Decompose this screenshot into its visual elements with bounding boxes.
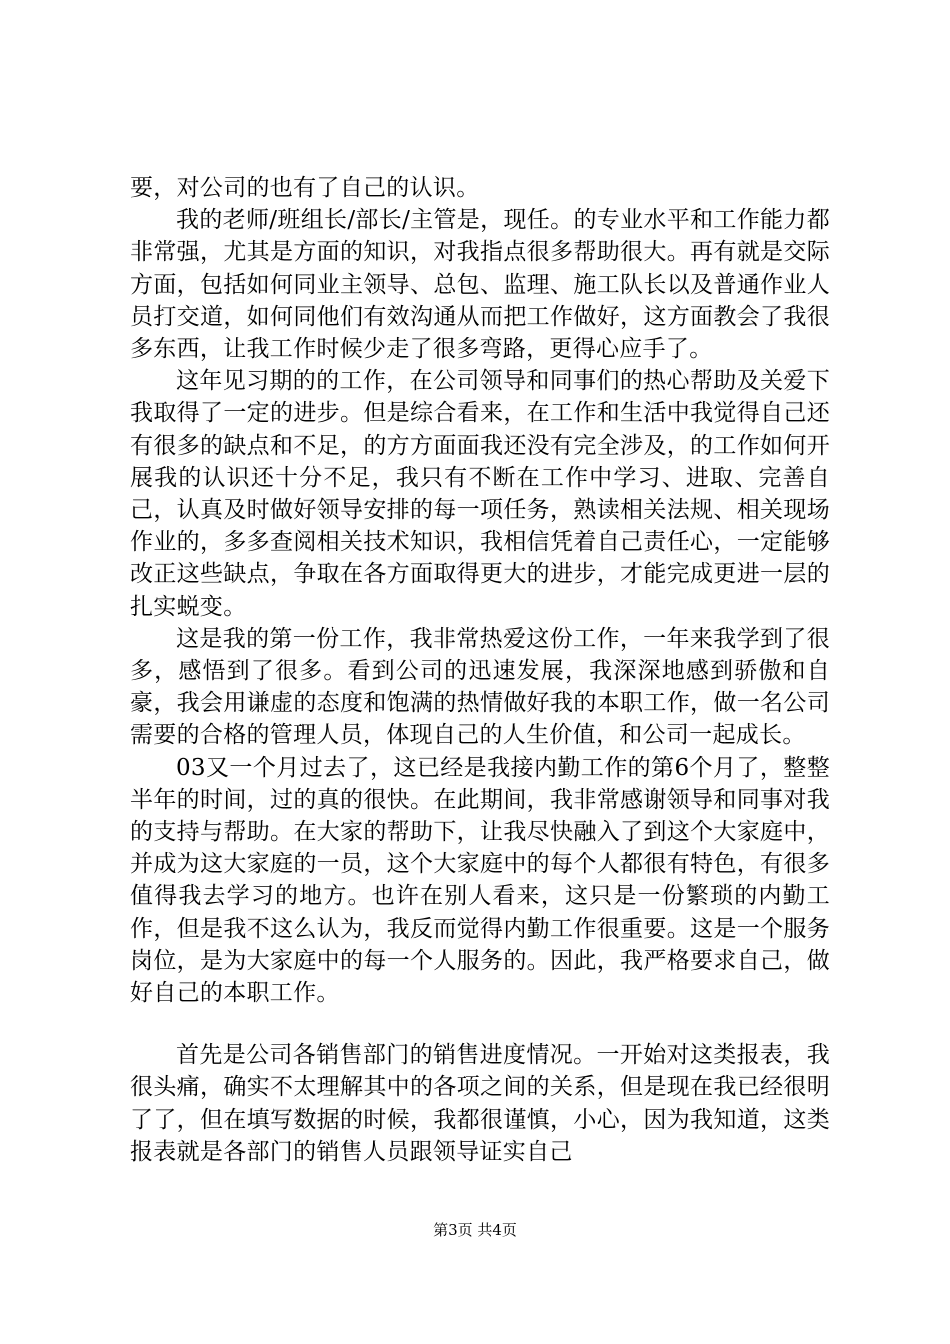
paragraph-2: 我的老师/班组长/部长/主管是，现任。的专业水平和工作能力都非常强，尤其是方面的知识，对我指点很多帮助很大。再有就是交际方面，包括如何同业主领导、总包、监理、施工队长以及普通作业人员打交道，如何同他们有效沟通从而把工作做好，这方面教会了我很多东西，让我工作时候少走了很多弯路，更得心应手了。 (130, 207, 830, 363)
page-footer: 第3页 共4页 (433, 1221, 517, 1239)
paragraph-5: 03又一个月过去了，这已经是我接内勤工作的第6个月了，整整半年的时间，过的真的很快。在此期间，我非常感谢领导和同事对我的支持与帮助。在大家的帮助下，让我尽快融入了到这个大家庭中，并成为这大家庭的一员，这个大家庭中的每个人都很有特色，有很多值得我去学习的地方。也许在别人看来，这只是一份繁琐的内勤工作，但是我不这么认为，我反而觉得内勤工作很重要。这是一个服务岗位，是为大家庭中的每一个人服务的。因此，我严格要求自己，做好自己的本职工作。 (130, 754, 830, 1007)
document-body (130, 172, 830, 1168)
paragraph-4: 这是我的第一份工作，我非常热爱这份工作，一年来我学到了很多，感悟到了很多。看到公司的迅速发展，我深深地感到骄傲和自豪，我会用谦虚的态度和饱满的热情做好我的本职工作，做一名公司需要的合格的管理人员，体现自己的人生价值，和公司一起成长。 (130, 625, 830, 749)
paragraph-6: 首先是公司各销售部门的销售进度情况。一开始对这类报表，我很头痛，确实不太理解其中的各项之间的关系，但是现在我已经很明了了，但在填写数据的时候，我都很谨慎，小心，因为我知道，这类报表就是各部门的销售人员跟领导证实自己 (130, 1042, 830, 1165)
paragraph-3: 这年见习期的的工作，在公司领导和同事们的热心帮助及关爱下我取得了一定的进步。但是综合看来，在工作和生活中我觉得自己还有很多的缺点和不足，的方方面面我还没有完全涉及，的工作如何开展我的认识还十分不足，我只有不断在工作中学习、进取、完善自己，认真及时做好领导安排的每一项任务，熟读相关法规、相关现场作业的，多多查阅相关技术知识，我相信凭着自己责任心，一定能够改正这些缺点，争取在各方面取得更大的进步，才能完成更进一层的扎实蜕变。 (130, 368, 830, 620)
paragraph-gap (130, 1009, 830, 1039)
paragraph-1: 要，对公司的也有了自己的认识。 (130, 175, 480, 201)
